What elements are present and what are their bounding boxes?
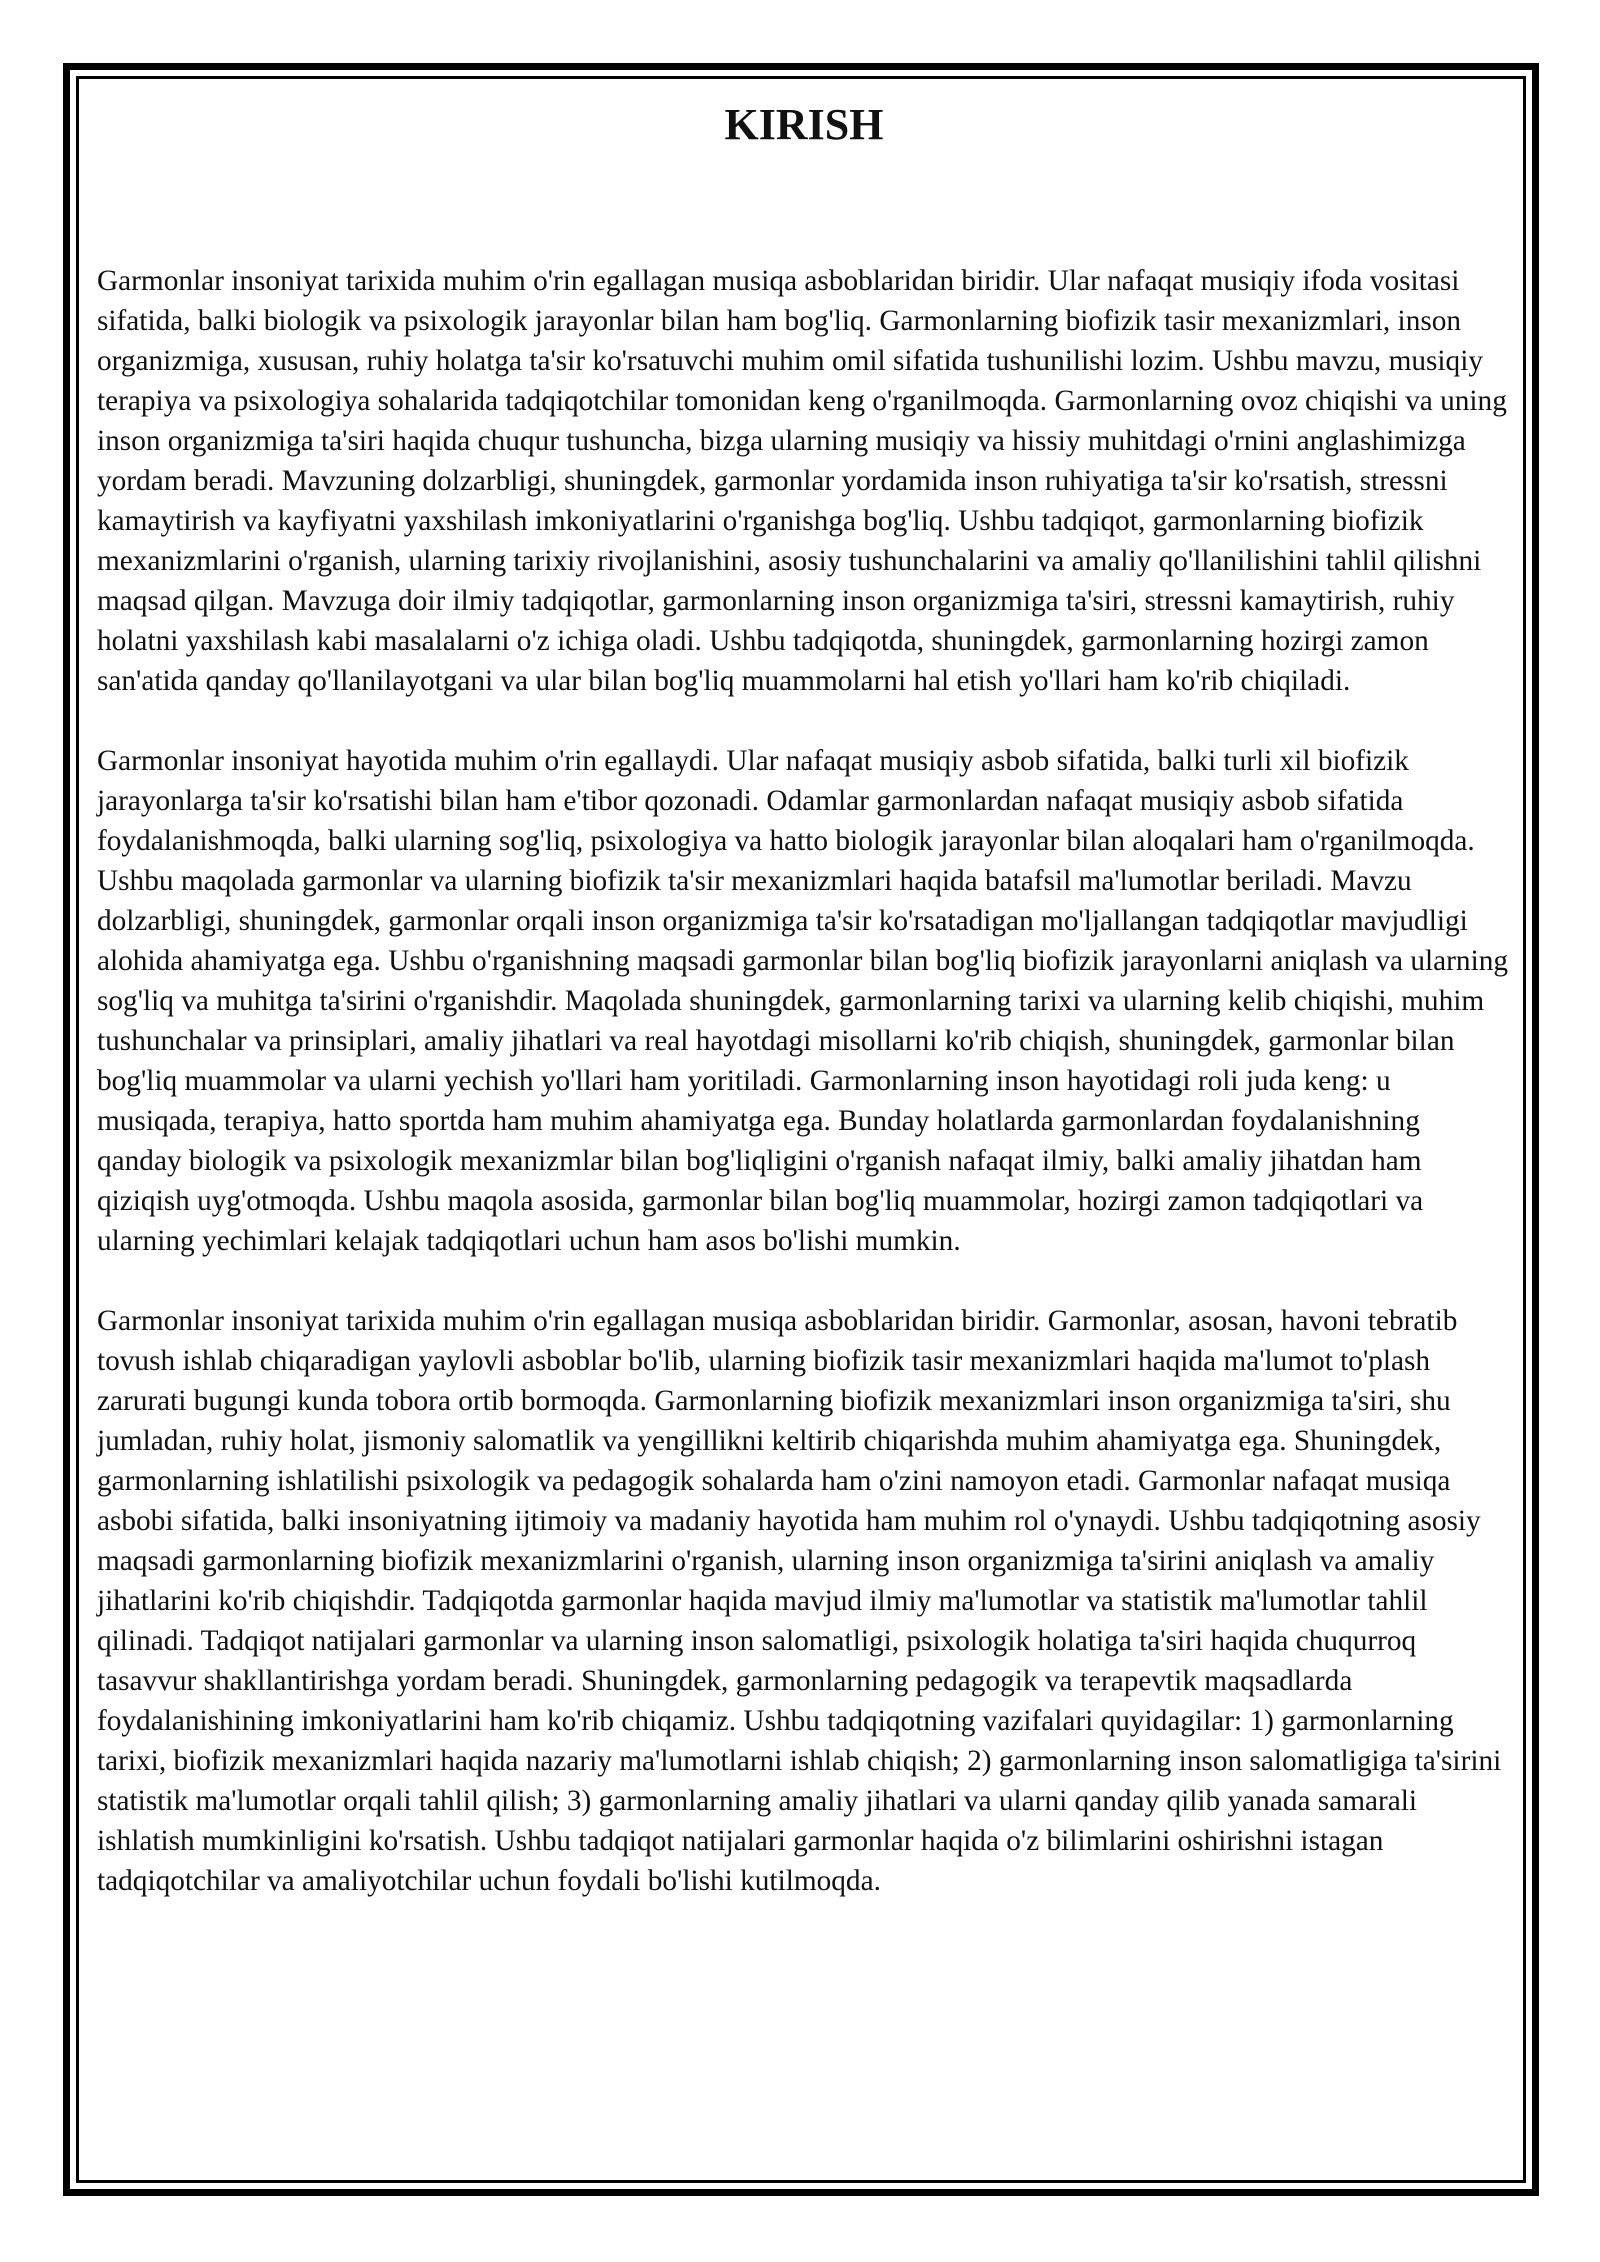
document-body: [97, 95, 1511, 1901]
paragraph-2: Garmonlar insoniyat hayotida muhim o'rin egallaydi. Ular nafaqat musiqiy asbob sifatida, balki turli xil biofizik jarayonlarga ta'sir ko'rsatishi bilan ham e'tibor qozonadi. Odamlar garmonlardan nafaqat musiqiy asbob sifatida foydalanishmoqda, balki ularning sog'liq, psixologiya va hatto biologik jarayonlar bilan aloqalari ham o'rganilmoqda. Ushbu maqolada garmonlar va ularning biofizik ta'sir mexanizmlari haqida batafsil ma'lumotlar beriladi. Mavzu dolzarbligi, shuningdek, garmonlar orqali inson organizmiga ta'sir ko'rsatadigan mo'ljallangan tadqiqotlar mavjudligi alohida ahamiyatga ega. Ushbu o'rganishning maqsadi garmonlar bilan bog'liq biofizik jarayonlarni aniqlash va ularning sog'liq va muhitga ta'sirini o'rganishdir. Maqolada shuningdek, garmonlarning tarixi va ularning kelib chiqishi, muhim tushunchalar va prinsiplari, amaliy jihatlari va real hayotdagi misollarni ko'rib chiqish, shuningdek, garmonlar bilan bog'liq muammolar va ularni yechish yo'llari ham yoritiladi. Garmonlarning inson hayotidagi roli juda keng: u musiqada, terapiya, hatto sportda ham muhim ahamiyatga ega. Bunday holatlarda garmonlardan foydalanishning qanday biologik va psixologik mexanizmlar bilan bog'liqligini o'rganish nafaqat ilmiy, balki amaliy jihatdan ham qiziqish uyg'otmoqda. Ushbu maqola asosida, garmonlar bilan bog'liq muammolar, hozirgi zamon tadqiqotlari va ularning yechimlari kelajak tadqiqotlari uchun ham asos bo'lishi mumkin.: [97, 745, 1509, 1257]
page-title: KIRISH: [724, 100, 884, 149]
paragraph-3: Garmonlar insoniyat tarixida muhim o'rin egallagan musiqa asboblaridan biridir. Garmonlar, asosan, havoni tebratib tovush ishlab chiqaradigan yaylovli asboblar bo'lib, ularning biofizik tasir mexanizmlari haqida ma'lumot to'plash zarurati bugungi kunda tobora ortib bormoqda. Garmonlarning biofizik mexanizmlari inson organizmiga ta'siri, shu jumladan, ruhiy holat, jismoniy salomatlik va yengillikni keltirib chiqarishda muhim ahamiyatga ega. Shuningdek, garmonlarning ishlatilishi psixologik va pedagogik sohalarda ham o'zini namoyon etadi. Garmonlar nafaqat musiqa asbobi sifatida, balki insoniyatning ijtimoiy va madaniy hayotida ham muhim rol o'ynaydi. Ushbu tadqiqotning asosiy maqsadi garmonlarning biofizik mexanizmlarini o'rganish, ularning inson organizmiga ta'sirini aniqlash va amaliy jihatlarini ko'rib chiqishdir. Tadqiqotda garmonlar haqida mavjud ilmiy ma'lumotlar va statistik ma'lumotlar tahlil qilinadi. Tadqiqot natijalari garmonlar va ularning inson salomatligi, psixologik holatiga ta'siri haqida chuqurroq tasavvur shakllantirishga yordam beradi. Shuningdek, garmonlarning pedagogik va terapevtik maqsadlarda foydalanishining imkoniyatlarini ham ko'rib chiqamiz. Ushbu tadqiqotning vazifalari quyidagilar: 1) garmonlarning tarixi, biofizik mexanizmlari haqida nazariy ma'lumotlarni ishlab chiqish; 2) garmonlarning inson salomatligiga ta'sirini statistik ma'lumotlar orqali tahlil qilish; 3) garmonlarning amaliy jihatlari va ularni qanday qilib yanada samarali ishlatish mumkinligini ko'rsatish. Ushbu tadqiqot natijalari garmonlar haqida o'z bilimlarini oshirishni istagan tadqiqotchilar va amaliyotchilar uchun foydali bo'lishi kutilmoqda.: [97, 1305, 1502, 1897]
paragraph-1: Garmonlar insoniyat tarixida muhim o'rin egallagan musiqa asboblaridan biridir. Ular nafaqat musiqiy ifoda vositasi sifatida, balki biologik va psixologik jarayonlar bilan ham bog'liq. Garmonlarning biofizik tasir mexanizmlari, inson organizmiga, xususan, ruhiy holatga ta'sir ko'rsatuvchi muhim omil sifatida tushunilishi lozim. Ushbu mavzu, musiqiy terapiya va psixologiya sohalarida tadqiqotchilar tomonidan keng o'rganilmoqda. Garmonlarning ovoz chiqishi va uning inson organizmiga ta'siri haqida chuqur tushuncha, bizga ularning musiqiy va hissiy muhitdagi o'rnini anglashimizga yordam beradi. Mavzuning dolzarbligi, shuningdek, garmonlar yordamida inson ruhiyatiga ta'sir ko'rsatish, stressni kamaytirish va kayfiyatni yaxshilash imkoniyatlarini o'rganishga bog'liq. Ushbu tadqiqot, garmonlarning biofizik mexanizmlarini o'rganish, ularning tarixiy rivojlanishini, asosiy tushunchalarini va amaliy qo'llanilishini tahlil qilishni maqsad qilgan. Mavzuga doir ilmiy tadqiqotlar, garmonlarning inson organizmiga ta'siri, stressni kamaytirish, ruhiy holatni yaxshilash kabi masalalarni o'z ichiga oladi. Ushbu tadqiqotda, shuningdek, garmonlarning hozirgi zamon san'atida qanday qo'llanilayotgani va ular bilan bog'liq muammolarni hal etish yo'llari ham ko'rib chiqiladi.: [97, 265, 1507, 697]
